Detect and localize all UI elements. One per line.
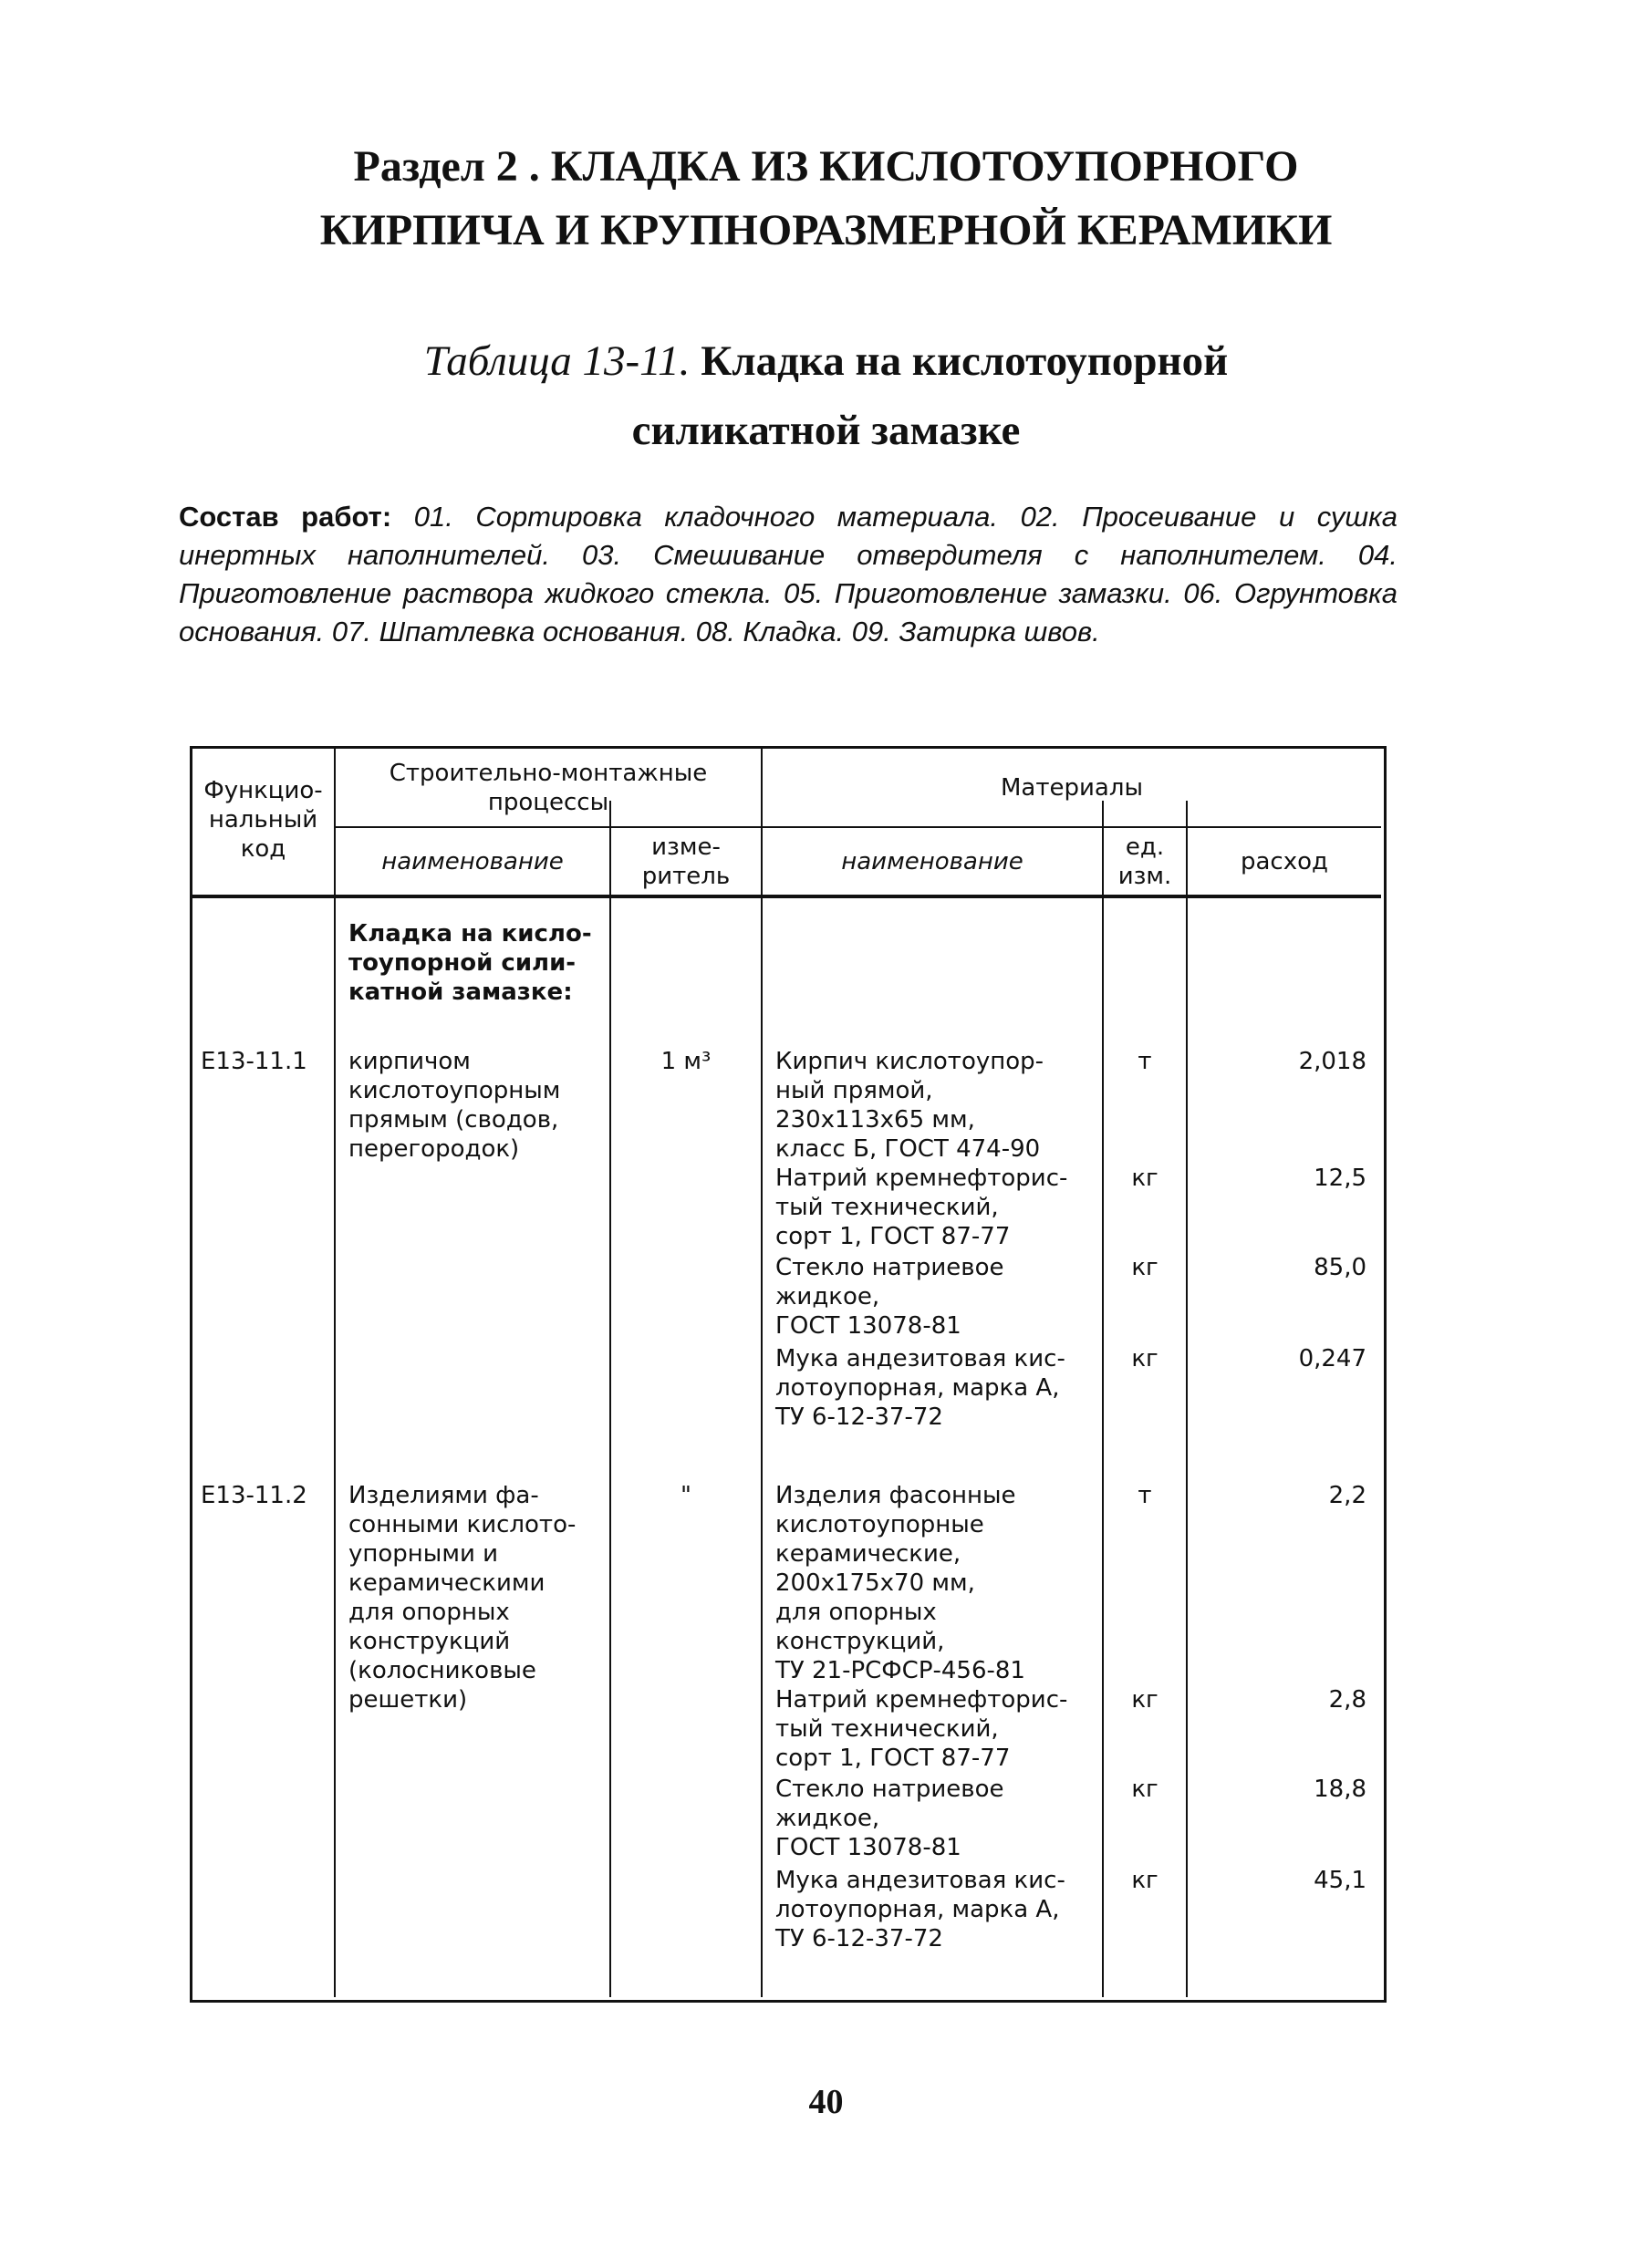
column-divider (609, 801, 611, 1997)
material-qty: 12,5 (1314, 1165, 1366, 1192)
material-name: Стекло натриевое жидкое, ГОСТ 13078-81 (775, 1254, 1004, 1340)
column-divider (334, 746, 336, 1997)
work-composition-text: 01. Сортировка кладочного материала. 02. Просеивание и сушка инертных наполнителей. 03. Смешивание отвердителя с наполнителем. 04. Приготовление раствора жидкого стекла. 05. Приготовление замазки. 06. Огрунтовка основания. 07. Шпатлевка основания. 08. Кладка. 09. Затирка швов. (179, 501, 1397, 647)
material-name: Кирпич кислотоупор- ный прямой, 230х113х65 мм, класс Б, ГОСТ 474-90 (775, 1048, 1044, 1163)
material-qty: 85,0 (1314, 1254, 1366, 1281)
material-unit: т (1138, 1482, 1152, 1509)
section-title-line-1: Раздел 2 . КЛАДКА ИЗ КИСЛОТОУПОРНОГО (353, 142, 1299, 191)
material-name: Стекло натриевое жидкое, ГОСТ 13078-81 (775, 1776, 1004, 1861)
header-code: Функцио- нальный код (203, 777, 323, 863)
header-material-qty: расход (1240, 848, 1328, 875)
header-material-unit: ед. изм. (1117, 834, 1172, 890)
column-divider (761, 746, 763, 1997)
material-qty: 45,1 (1314, 1867, 1366, 1894)
section-title-line-2: КИРПИЧА И КРУПНОРАЗМЕРНОЙ КЕРАМИКИ (319, 206, 1333, 254)
header-processes: Строительно-монтажные процессы (389, 760, 708, 816)
material-unit: т (1138, 1048, 1152, 1075)
header-process-name: наименование (381, 848, 564, 875)
row-code: Е13-11.1 (201, 1048, 307, 1075)
material-name: Натрий кремнефторис- тый технический, сорт 1, ГОСТ 87-77 (775, 1686, 1068, 1772)
table-title-line-2: силикатной замазке (631, 407, 1021, 454)
column-divider (1102, 801, 1104, 1997)
material-qty: 2,018 (1298, 1048, 1366, 1075)
material-qty: 18,8 (1314, 1776, 1366, 1803)
row-unit: 1 м³ (660, 1048, 712, 1075)
material-name: Натрий кремнефторис- тый технический, сорт 1, ГОСТ 87-77 (775, 1165, 1068, 1250)
table-title-line-1: Кладка на кислотоупорной (701, 337, 1229, 385)
material-qty: 0,247 (1298, 1345, 1366, 1372)
material-name: Мука андезитовая кис- лотоупорная, марка А, ТУ 6-12-37-72 (775, 1867, 1065, 1952)
section-title (0, 135, 1652, 263)
work-composition-label: Состав работ: (179, 501, 392, 533)
material-unit: кг (1131, 1867, 1158, 1894)
header-process-unit: изме- ритель (641, 834, 731, 890)
work-composition (179, 498, 1397, 651)
material-unit: кг (1131, 1345, 1158, 1372)
material-unit: кг (1131, 1686, 1158, 1714)
header-bottom-rule (190, 895, 1381, 898)
material-qty: 2,2 (1328, 1482, 1366, 1509)
material-qty: 2,8 (1328, 1686, 1366, 1714)
group-title: Кладка на кисло- тоупорной сили- катной замазке: (348, 920, 592, 1006)
row-code: Е13-11.2 (201, 1482, 307, 1509)
column-divider (1186, 801, 1188, 1997)
table-title (0, 326, 1652, 465)
row-process: кирпичом кислотоупорным прямым (сводов, перегородок) (348, 1048, 561, 1163)
header-divider (334, 826, 1381, 828)
row-process: Изделиями фа- сонными кислото- упорными и керамическими для опорных конструкций (колосниковые решетки) (348, 1482, 577, 1714)
table-number: Таблица 13-11. (423, 337, 691, 385)
material-unit: кг (1131, 1165, 1158, 1192)
material-unit: кг (1131, 1254, 1158, 1281)
row-unit: " (681, 1482, 691, 1509)
header-materials: Материалы (1001, 774, 1143, 802)
material-name: Изделия фасонные кислотоупорные керамические, 200х175х70 мм, для опорных конструкций, ТУ 21-РСФСР-456-81 (775, 1482, 1025, 1684)
header-material-name: наименование (841, 848, 1023, 875)
norms-table (190, 746, 1387, 2003)
material-name: Мука андезитовая кис- лотоупорная, марка А, ТУ 6-12-37-72 (775, 1345, 1065, 1431)
page-number: 40 (808, 2083, 844, 2121)
material-unit: кг (1131, 1776, 1158, 1803)
